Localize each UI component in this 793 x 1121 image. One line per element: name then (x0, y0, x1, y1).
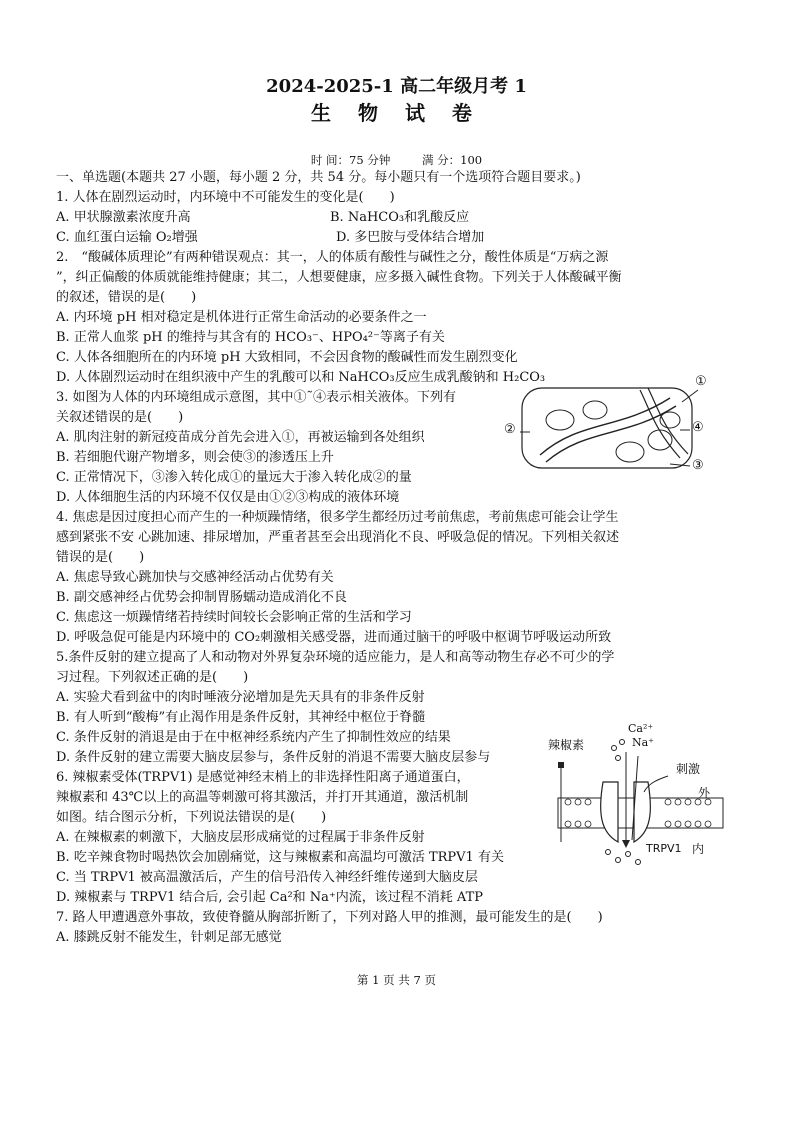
question-line: 错误的是( ) (56, 550, 145, 565)
question-line: 的叙述，错误的是( ) (56, 290, 197, 305)
option-line: C. 血红蛋白运输 O₂增强 (56, 230, 198, 245)
option-line: A. 内环境 pH 相对稳定是机体进行正常生命活动的必要条件之一 (56, 310, 427, 325)
option-line: D. 人体剧烈运动时在组织液中产生的乳酸可以和 NaHCO₃反应生成乳酸钠和 H₂CO₃ (56, 370, 546, 385)
question-line: 1. 人体在剧烈运动时，内环境中不可能发生的变化是( ) (56, 190, 395, 205)
question-line: 7. 路人甲遭遇意外事故，致使脊髓从胸部折断了，下列对路人甲的推测，最可能发生的是( ) (56, 910, 603, 925)
option-line: C. 当 TRPV1 被高温激活后，产生的信号沿传入神经纤维传递到大脑皮层 (56, 870, 478, 885)
question-line: 2. “酸碱体质理论”有两种错误观点：其一，人的体质有酸性与碱性之分，酸性体质是“万病之源 (56, 250, 609, 265)
option-line: D. 多巴胺与受体结合增加 (336, 230, 485, 245)
figure-label-1: ① (695, 374, 707, 389)
internal-environment-figure (504, 374, 720, 480)
option-line: A. 实验犬看到盆中的肉时唾液分泌增加是先天具有的非条件反射 (56, 690, 425, 705)
option-line: A. 肌肉注射的新冠疫苗成分首先会进入①，再被运输到各处组织 (56, 430, 425, 445)
option-line: C. 人体各细胞所在的内环境 pH 大致相同，不会因食物的酸碱性而发生剧烈变化 (56, 350, 518, 365)
exam-title: 2024-2025-1 高二年级月考 1 (266, 76, 527, 97)
option-line: A. 在辣椒素的刺激下，大脑皮层形成痛觉的过程属于非条件反射 (56, 830, 425, 845)
ca-ion-label: Ca²⁺ (628, 722, 654, 735)
option-line: C. 条件反射的消退是由于在中枢神经系统内产生了抑制性效应的结果 (56, 730, 451, 745)
exam-time: 时 间：75 分钟 (310, 153, 391, 167)
option-line: D. 人体细胞生活的内环境不仅仅是由①②③构成的液体环境 (56, 490, 400, 505)
question-line: 4. 焦虑是因过度担心而产生的一种烦躁情绪，很多学生都经历过考前焦虑，考前焦虑可能会让学生 (56, 510, 619, 525)
option-line: B. 若细胞代谢产物增多，则会使③的渗透压上升 (56, 450, 334, 465)
option-line: B. 正常人血浆 pH 的维持与其含有的 HCO₃⁻、HPO₄²⁻等离子有关 (56, 330, 445, 345)
option-line: B. 吃辛辣食物时喝热饮会加剧痛觉，这与辣椒素和高温均可激活 TRPV1 有关 (56, 850, 504, 865)
capsaicin-label: 辣椒素 (548, 738, 585, 752)
stimulus-label: 刺激 (676, 762, 701, 776)
option-line: A. 焦虑导致心跳加快与交感神经活动占优势有关 (56, 570, 334, 585)
question-line: ”，纠正偏酸的体质就能维持健康；其二，人想要健康，应多摄入碱性食物。下列关于人体酸碱平衡 (56, 270, 622, 285)
exam-subject: 生 物 试 卷 (311, 101, 482, 125)
option-line: A. 甲状腺激素浓度升高 (56, 210, 191, 225)
question-line: 如图。结合图示分析，下列说法错误的是( ) (56, 810, 327, 825)
question-line: 习过程。下列叙述正确的是( ) (56, 670, 249, 685)
inside-label: 内 (692, 842, 705, 856)
option-line: C. 正常情况下，③渗入转化成①的量远大于渗入转化成②的量 (56, 470, 412, 485)
question-line: 5.条件反射的建立提高了人和动物对外界复杂环境的适应能力，是人和高等动物生存必不可少的学 (56, 650, 615, 665)
trpv1-figure (548, 722, 733, 872)
outside-label: 外 (698, 786, 711, 800)
option-line: C. 焦虑这一烦躁情绪若持续时间较长会影响正常的生活和学习 (56, 610, 412, 625)
section-heading: 一、单选题(本题共 27 小题，每小题 2 分，共 54 分。每小题只有一个选项符合题目要求。) (56, 170, 581, 185)
option-line: B. NaHCO₃和乳酸反应 (330, 210, 470, 225)
option-line: D. 辣椒素与 TRPV1 结合后, 会引起 Ca²和 Na⁺内流，该过程不消耗 ATP (56, 890, 484, 905)
option-line: B. 副交感神经占优势会抑制胃肠蠕动造成消化不良 (56, 590, 347, 605)
page-footer: 第 1 页 共 7 页 (357, 973, 436, 987)
option-line: A. 膝跳反射不能发生，针刺足部无感觉 (56, 930, 282, 945)
question-line: 辣椒素和 43℃以上的高温等刺激可将其激活，并打开其通道，激活机制 (56, 790, 469, 805)
channel-label: TRPV1 (646, 842, 682, 855)
option-line: D. 条件反射的建立需要大脑皮层参与，条件反射的消退不需要大脑皮层参与 (56, 750, 491, 765)
option-line: B. 有人听到“酸梅”有止渴作用是条件反射，其神经中枢位于脊髓 (56, 710, 426, 725)
exam-score: 满 分：100 (422, 153, 483, 167)
na-ion-label: Na⁺ (632, 736, 654, 749)
question-line: 6. 辣椒素受体(TRPV1) 是感觉神经末梢上的非选择性阳离子通道蛋白， (56, 770, 470, 785)
option-line: D. 呼吸急促可能是内环境中的 CO₂刺激相关感受器，进而通过脑干的呼吸中枢调节呼吸运动所致 (56, 630, 612, 645)
figure-label-4: ④ (692, 420, 704, 435)
question-line: 感到紧张不安 心跳加速、排尿增加，严重者甚至会出现消化不良、呼吸急促的情况。下列相关叙述 (56, 530, 620, 545)
figure-label-3: ③ (692, 458, 704, 473)
figure-label-2: ② (504, 422, 516, 437)
exam-meta (0, 152, 793, 168)
question-line: 3. 如图为人体的内环境组成示意图，其中①˜④表示相关液体。下列有 (56, 390, 457, 405)
question-line: 关叙述错误的是( ) (56, 410, 184, 425)
